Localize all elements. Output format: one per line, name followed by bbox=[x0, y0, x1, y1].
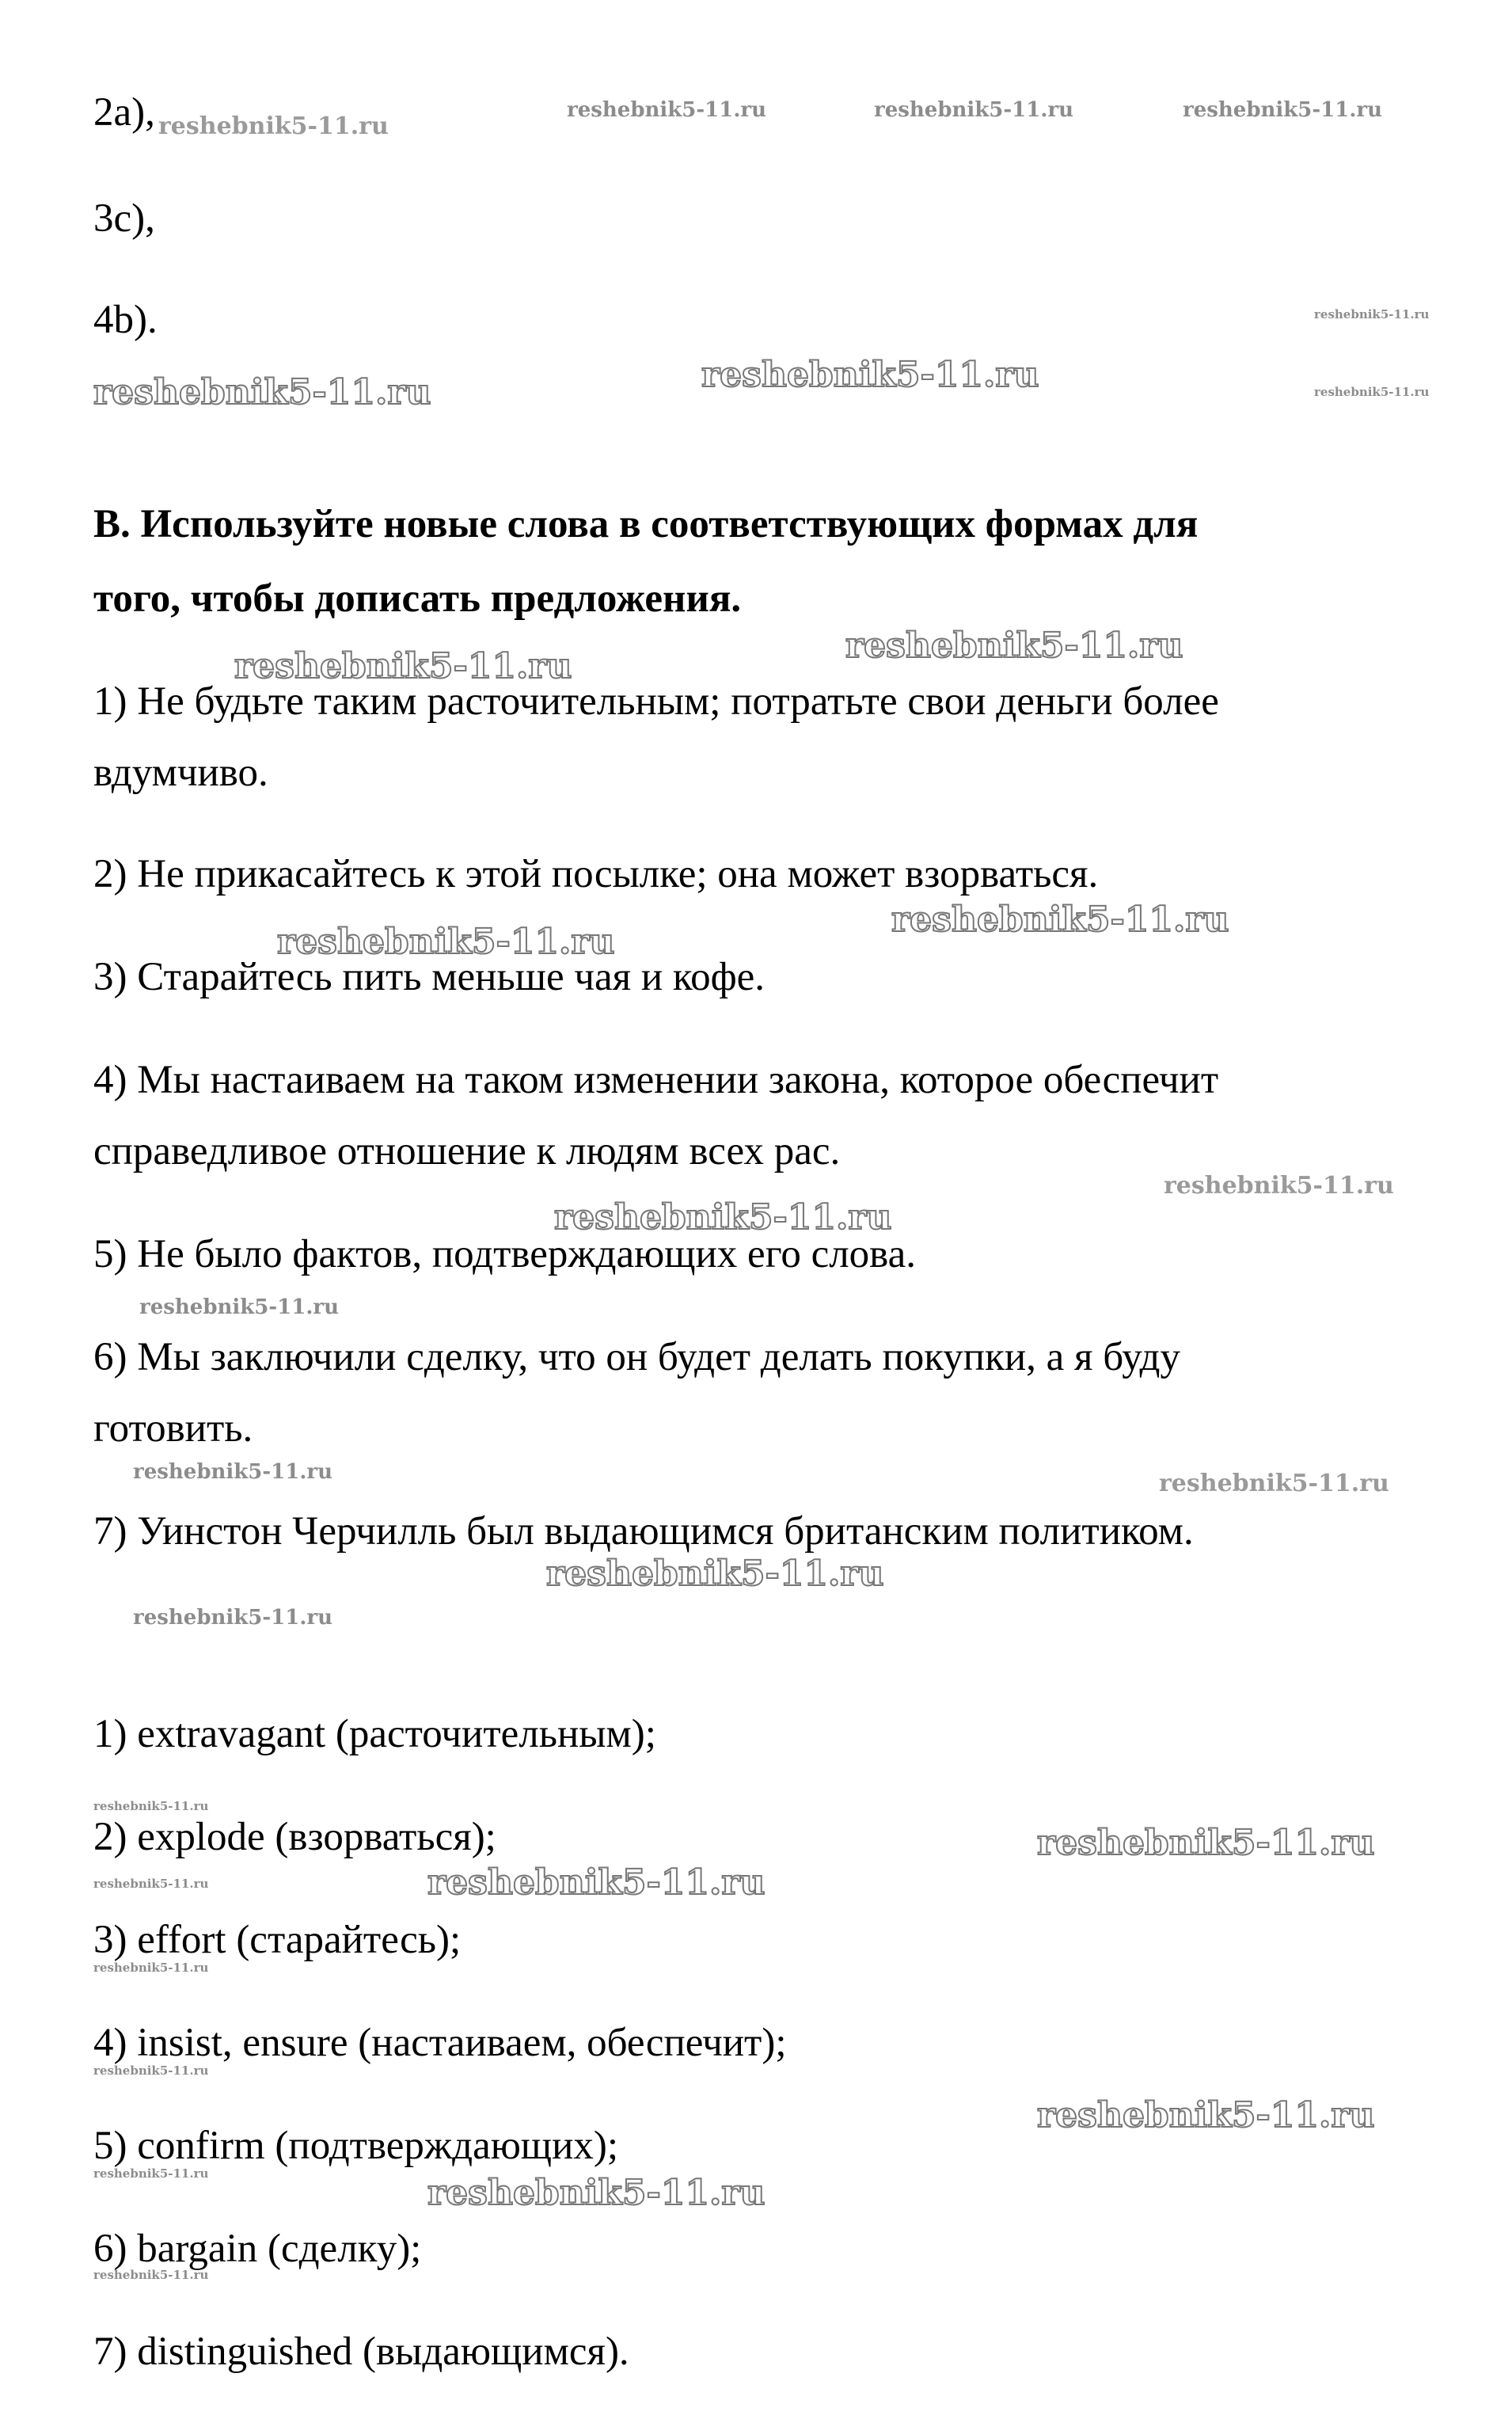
watermark: reshebnik5-11.ru bbox=[1037, 2095, 1375, 2136]
watermark: reshebnik5-11.ru bbox=[874, 98, 1074, 122]
watermark: reshebnik5-11.ru bbox=[1159, 1470, 1389, 1497]
watermark: reshebnik5-11.ru bbox=[427, 2173, 765, 2213]
watermark: reshebnik5-11.ru bbox=[845, 626, 1183, 666]
watermark: reshebnik5-11.ru bbox=[93, 2268, 209, 2282]
watermark: reshebnik5-11.ru bbox=[1164, 1172, 1394, 1200]
watermark: reshebnik5-11.ru bbox=[158, 112, 389, 140]
answer-4: 4) insist, ensure (настаиваем, обеспечит); bbox=[93, 2021, 787, 2065]
sentence-7: 7) Уинстон Черчилль был выдающимся британским политиком. bbox=[93, 1509, 1194, 1554]
answer-7: 7) distinguished (выдающимся). bbox=[93, 2330, 629, 2374]
sentence-1-line-2: вдумчиво. bbox=[93, 751, 268, 795]
watermark: reshebnik5-11.ru bbox=[1037, 1823, 1375, 1863]
sentence-3: 3) Старайтесь пить меньше чая и кофе. bbox=[93, 955, 765, 999]
watermark: reshebnik5-11.ru bbox=[891, 900, 1229, 940]
watermark: reshebnik5-11.ru bbox=[1314, 307, 1430, 321]
sentence-6-line-2: готовить. bbox=[93, 1406, 253, 1451]
answer-5: 5) confirm (подтверждающих); bbox=[93, 2124, 619, 2168]
section-b-heading-line-1: B. Используйте новые слова в соответствующих формах для bbox=[93, 502, 1199, 546]
watermark: reshebnik5-11.ru bbox=[93, 372, 431, 413]
watermark: reshebnik5-11.ru bbox=[546, 1554, 884, 1594]
watermark: reshebnik5-11.ru bbox=[1183, 98, 1383, 122]
sentence-1-line-1: 1) Не будьте таким расточительным; потратьте свои деньги более bbox=[93, 679, 1219, 724]
sentence-2: 2) Не прикасайтесь к этой посылке; она может взорваться. bbox=[93, 852, 1099, 896]
watermark: reshebnik5-11.ru bbox=[554, 1197, 892, 1238]
watermark: reshebnik5-11.ru bbox=[701, 355, 1039, 395]
section-b-heading-line-2: того, чтобы дописать предложения. bbox=[93, 576, 742, 621]
watermark: reshebnik5-11.ru bbox=[427, 1862, 765, 1903]
watermark: reshebnik5-11.ru bbox=[93, 1877, 209, 1891]
watermark: reshebnik5-11.ru bbox=[93, 1799, 209, 1813]
answer-6: 6) bargain (сделку); bbox=[93, 2227, 422, 2271]
answer-3c: 3c), bbox=[93, 196, 155, 241]
watermark: reshebnik5-11.ru bbox=[93, 1961, 209, 1975]
answer-2: 2) explode (взорваться); bbox=[93, 1815, 496, 1859]
answer-2a: 2a), bbox=[93, 90, 155, 135]
answer-1: 1) extravagant (расточительным); bbox=[93, 1712, 656, 1756]
sentence-6-line-1: 6) Мы заключили сделку, что он будет делать покупки, а я буду bbox=[93, 1335, 1180, 1379]
answer-3: 3) effort (старайтесь); bbox=[93, 1918, 462, 1962]
sentence-4-line-1: 4) Мы настаиваем на таком изменении закона, которое обеспечит bbox=[93, 1058, 1219, 1102]
sentence-5: 5) Не было фактов, подтверждающих его слова. bbox=[93, 1232, 916, 1276]
watermark: reshebnik5-11.ru bbox=[277, 922, 615, 962]
watermark: reshebnik5-11.ru bbox=[133, 1460, 333, 1484]
sentence-4-line-2: справедливое отношение к людям всех рас. bbox=[93, 1129, 841, 1173]
answer-4b: 4b). bbox=[93, 298, 158, 342]
watermark: reshebnik5-11.ru bbox=[93, 2063, 209, 2078]
watermark: reshebnik5-11.ru bbox=[93, 2166, 209, 2181]
watermark: reshebnik5-11.ru bbox=[139, 1295, 340, 1319]
watermark: reshebnik5-11.ru bbox=[133, 1606, 333, 1630]
watermark: reshebnik5-11.ru bbox=[1314, 385, 1430, 399]
watermark: reshebnik5-11.ru bbox=[234, 646, 572, 687]
watermark: reshebnik5-11.ru bbox=[567, 98, 767, 122]
